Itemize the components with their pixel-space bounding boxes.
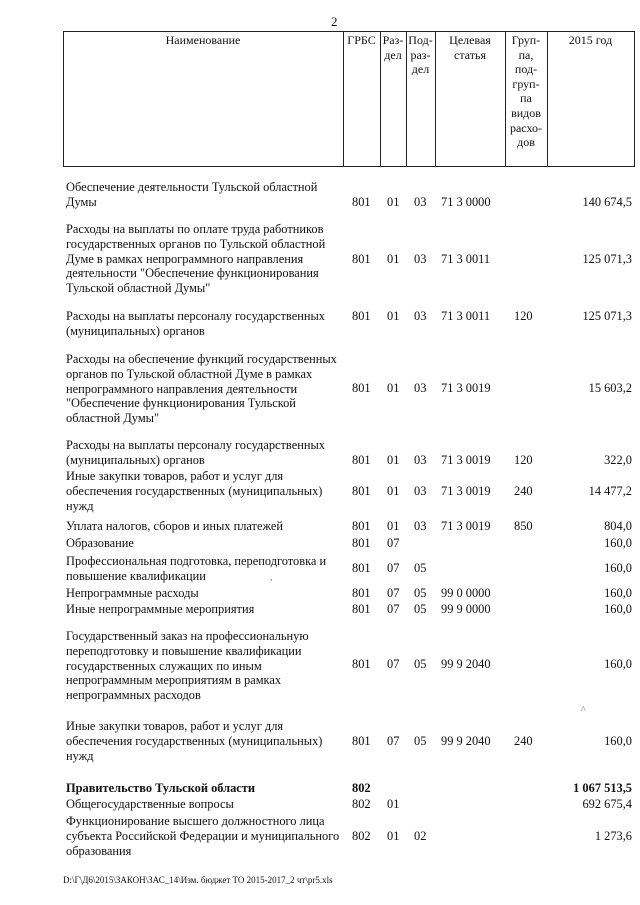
row-name: Непрограммные расходы <box>66 586 199 600</box>
row-name: Профессиональная подготовка, переподготовка и повышение квалификации <box>66 554 327 583</box>
table-row <box>0 719 640 763</box>
row-vid-rashodov: 240 <box>514 483 533 498</box>
row-sum: 125 071,3 <box>582 308 632 323</box>
row-name: Расходы на выплаты персоналу государственных (муниципальных) органов <box>66 309 325 338</box>
row-podrazdel: 05 <box>414 657 427 672</box>
row-podrazdel: 03 <box>414 452 427 467</box>
row-vid-rashodov: 850 <box>514 519 533 533</box>
row-sum: 160,0 <box>604 560 632 575</box>
header-grbs: ГРБС <box>347 33 376 47</box>
header-year: 2015 год <box>568 33 613 47</box>
row-sum: 160,0 <box>604 733 632 748</box>
scan-speck: , <box>270 572 273 583</box>
row-podrazdel: 05 <box>414 586 427 600</box>
row-name: Общегосударственные вопросы <box>66 797 234 811</box>
header-divider <box>634 31 635 167</box>
row-podrazdel: 05 <box>414 602 427 616</box>
row-name: Расходы на выплаты персоналу государственных (муниципальных) органов <box>66 438 325 467</box>
row-podrazdel: 03 <box>414 308 427 323</box>
table-row <box>0 469 640 513</box>
row-razdel: 07 <box>387 602 400 616</box>
row-razdel: 07 <box>387 586 400 600</box>
row-razdel: 01 <box>387 828 400 843</box>
row-grbs: 802 <box>352 797 371 811</box>
row-celevaya: 99 9 2040 <box>441 733 491 748</box>
row-razdel: 01 <box>387 797 400 811</box>
row-celevaya: 99 9 2040 <box>441 657 491 672</box>
header-top-border <box>63 31 634 32</box>
row-celevaya: 71 3 0011 <box>441 308 491 323</box>
page-number: 2 <box>331 14 338 29</box>
row-grbs: 801 <box>352 657 371 672</box>
header-name: Наименование <box>165 33 241 47</box>
row-sum: 160,0 <box>604 657 632 672</box>
row-razdel: 07 <box>387 657 400 672</box>
row-podrazdel: 03 <box>414 483 427 498</box>
table-row <box>0 781 640 796</box>
row-grbs: 801 <box>352 560 371 575</box>
row-name: Расходы на выплаты по оплате труда работников государственных органов по Тульской областной Думе в рамках непрограммного направления деятельности "Обеспечение функционирования Тульской областной Думы" <box>66 222 326 296</box>
row-vid-rashodov: 240 <box>514 733 533 748</box>
header-gruppa: Груп- па, под- груп- па видов расхо- дов <box>509 33 543 150</box>
table-row <box>0 536 640 551</box>
header-celevaya-statya: Целевая статья <box>449 33 491 62</box>
row-grbs: 801 <box>352 536 371 550</box>
row-podrazdel: 03 <box>414 381 427 396</box>
table-row <box>0 309 640 339</box>
header-razdel: Раз- дел <box>382 33 404 62</box>
file-path-footer: D:\Г\Д6\2015\ЗАКОН\ЗАС_14\Изм. бюджет ТО 2015-2017_2 чт\pr5.xls <box>63 875 333 885</box>
header-divider <box>343 31 344 167</box>
row-sum: 160,0 <box>604 536 632 550</box>
row-razdel: 07 <box>387 536 400 550</box>
row-razdel: 01 <box>387 519 400 533</box>
row-razdel: 01 <box>387 483 400 498</box>
row-grbs: 801 <box>352 733 371 748</box>
row-razdel: 07 <box>387 560 400 575</box>
row-sum: 1 273,6 <box>594 828 632 843</box>
row-grbs: 802 <box>352 781 371 795</box>
table-row <box>0 602 640 617</box>
row-sum: 160,0 <box>604 602 632 616</box>
row-name: Правительство Тульской области <box>66 781 256 795</box>
scan-speck: ^ <box>581 705 586 716</box>
row-name: Иные непрограммные мероприятия <box>66 602 255 616</box>
row-sum: 125 071,3 <box>582 252 632 267</box>
row-podrazdel: 03 <box>414 252 427 267</box>
header-bottom-border <box>63 166 634 167</box>
row-sum: 140 674,5 <box>582 194 632 209</box>
row-sum: 692 675,4 <box>582 797 632 811</box>
row-grbs: 801 <box>352 452 371 467</box>
row-name: Иные закупки товаров, работ и услуг для обеспечения государственных (муниципальных) нужд <box>66 719 323 763</box>
row-grbs: 801 <box>352 602 371 616</box>
row-vid-rashodov: 120 <box>514 308 533 323</box>
row-sum: 804,0 <box>604 519 632 533</box>
row-podrazdel: 05 <box>414 733 427 748</box>
row-sum: 322,0 <box>604 452 632 467</box>
row-sum: 15 603,2 <box>588 381 632 396</box>
row-name: Государственный заказ на профессиональную переподготовку и повышение квалификации государственных служащих по иным непрограммным мероприятиям в рамках непрограммных расходов <box>66 629 309 703</box>
row-grbs: 801 <box>352 308 371 323</box>
row-celevaya: 71 3 0011 <box>441 252 491 267</box>
row-razdel: 01 <box>387 452 400 467</box>
row-razdel: 01 <box>387 381 400 396</box>
table-row <box>0 438 640 468</box>
row-name: Функционирование высшего должностного лица субъекта Российской Федерации и муниципального образования <box>66 814 340 858</box>
row-razdel: 07 <box>387 733 400 748</box>
table-row <box>0 797 640 812</box>
row-grbs: 801 <box>352 483 371 498</box>
row-podrazdel: 03 <box>414 519 427 533</box>
table-row <box>0 629 640 703</box>
header-divider <box>63 31 64 167</box>
row-grbs: 801 <box>352 194 371 209</box>
header-divider <box>547 31 548 167</box>
row-razdel: 01 <box>387 308 400 323</box>
table-row <box>0 586 640 601</box>
row-podrazdel: 02 <box>414 828 427 843</box>
row-sum: 1 067 513,5 <box>573 781 632 795</box>
row-name: Расходы на обеспечение функций государственных органов по Тульской областной Думе в рамках непрограммного направления деятельности "Обеспечение функционирования Тульской областной Думы" <box>66 352 337 426</box>
row-name: Обеспечение деятельности Тульской областной Думы <box>66 180 318 209</box>
row-grbs: 801 <box>352 586 371 600</box>
row-name: Иные закупки товаров, работ и услуг для обеспечения государственных (муниципальных) нужд <box>66 469 323 513</box>
table-row <box>0 554 640 584</box>
row-celevaya: 71 3 0019 <box>441 381 491 396</box>
row-celevaya: 71 3 0019 <box>441 483 491 498</box>
row-name: Образование <box>66 536 134 550</box>
row-sum: 14 477,2 <box>588 483 632 498</box>
row-sum: 160,0 <box>604 586 632 600</box>
row-name: Уплата налогов, сборов и иных платежей <box>66 519 284 533</box>
table-row <box>0 352 640 426</box>
row-grbs: 801 <box>352 381 371 396</box>
table-row <box>0 814 640 858</box>
row-grbs: 801 <box>352 252 371 267</box>
row-podrazdel: 05 <box>414 560 427 575</box>
row-grbs: 801 <box>352 519 371 533</box>
table-row <box>0 180 640 210</box>
row-celevaya: 99 0 0000 <box>441 586 491 600</box>
row-celevaya: 71 3 0019 <box>441 519 491 533</box>
header-podrazdel: Под- раз- дел <box>408 33 433 77</box>
row-razdel: 01 <box>387 194 400 209</box>
row-razdel: 01 <box>387 252 400 267</box>
table-row <box>0 222 640 296</box>
row-vid-rashodov: 120 <box>514 452 533 467</box>
row-celevaya: 71 3 0019 <box>441 452 491 467</box>
row-celevaya: 99 9 0000 <box>441 602 491 616</box>
row-grbs: 802 <box>352 828 371 843</box>
row-podrazdel: 03 <box>414 194 427 209</box>
row-celevaya: 71 3 0000 <box>441 194 491 209</box>
table-row <box>0 519 640 534</box>
